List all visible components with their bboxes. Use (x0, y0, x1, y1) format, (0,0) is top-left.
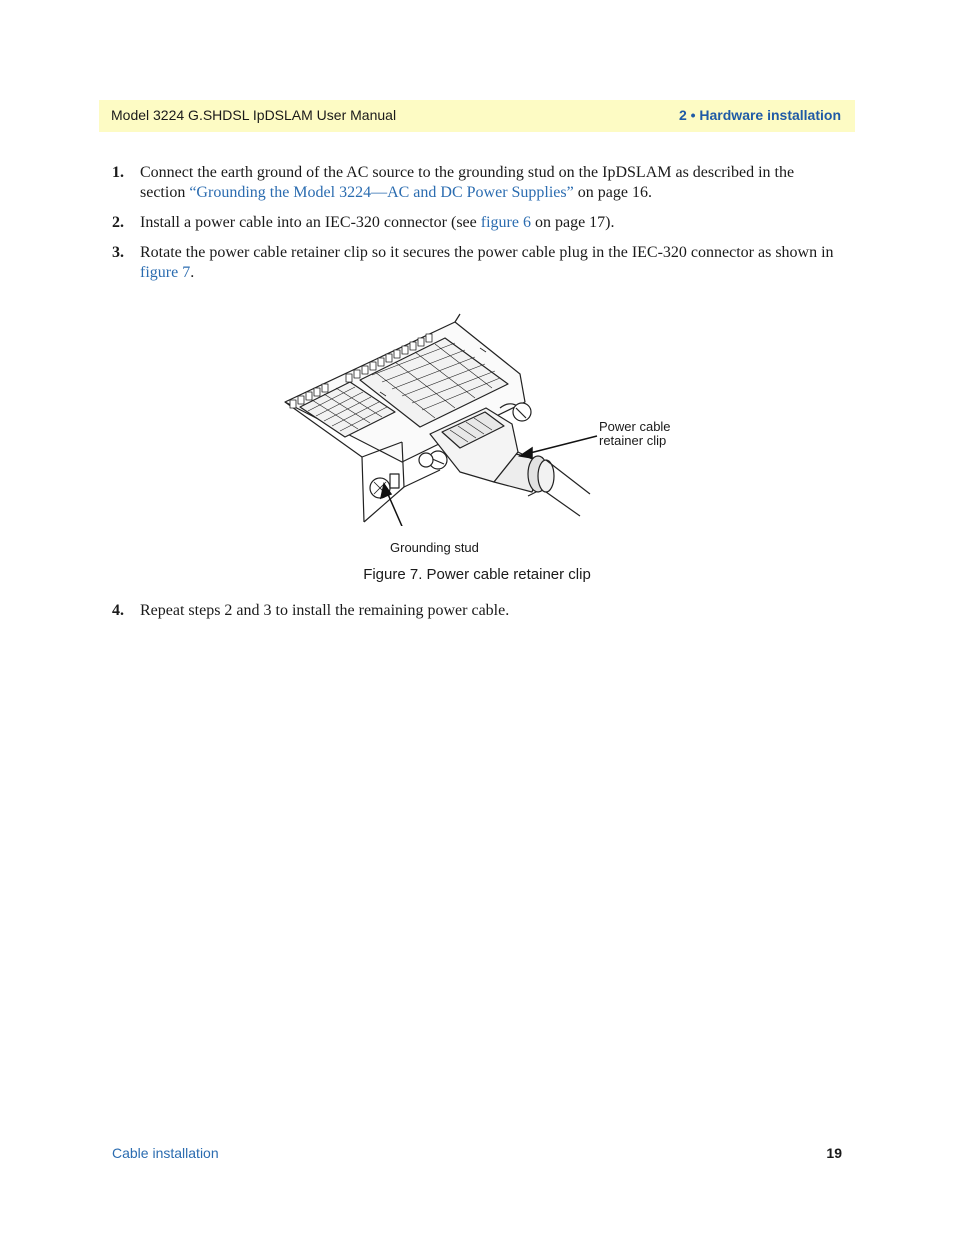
step-1 (112, 163, 842, 203)
step-3 (112, 243, 842, 283)
step-text: Connect the earth ground of the AC source to the grounding stud on the IpDSLAM as described in the section (140, 164, 795, 201)
step-text: on page 16. (573, 184, 652, 201)
step-text: Install a power cable into an IEC-320 connector (see (140, 214, 481, 231)
step-number: 2. (112, 214, 124, 231)
figure-7-link[interactable]: figure 7 (140, 264, 191, 281)
page-number: 19 (826, 1145, 842, 1161)
step-text: on page 17). (530, 214, 615, 231)
grounding-stud-callout: Grounding stud (390, 540, 479, 555)
figure-6-link[interactable]: figure 6 (480, 214, 531, 231)
callout-line: retainer clip (599, 433, 667, 448)
grounding-section-link[interactable]: “Grounding the Model 3224—AC and DC Power Supplies” (189, 184, 574, 201)
manual-title: Model 3224 G.SHDSL IpDSLAM User Manual (111, 107, 397, 123)
retainer-clip-illustration (280, 312, 610, 526)
step-number: 1. (112, 164, 124, 181)
page-header (99, 100, 855, 132)
figure-caption: Figure 7. Power cable retainer clip (363, 566, 591, 583)
step-4 (112, 601, 842, 621)
step-number: 3. (112, 244, 124, 261)
callout-line: Power cable (599, 419, 671, 434)
retainer-clip-callout (599, 420, 671, 448)
step-text: Repeat steps 2 and 3 to install the remaining power cable. (140, 602, 510, 619)
step-2 (112, 213, 842, 233)
step-text: . (190, 264, 195, 281)
section-title: 2 • Hardware installation (678, 107, 841, 123)
footer-section: Cable installation (112, 1145, 219, 1161)
step-text: Rotate the power cable retainer clip so it secures the power cable plug in the IEC-320 connector as shown in (140, 244, 834, 261)
step-number: 4. (112, 602, 124, 619)
